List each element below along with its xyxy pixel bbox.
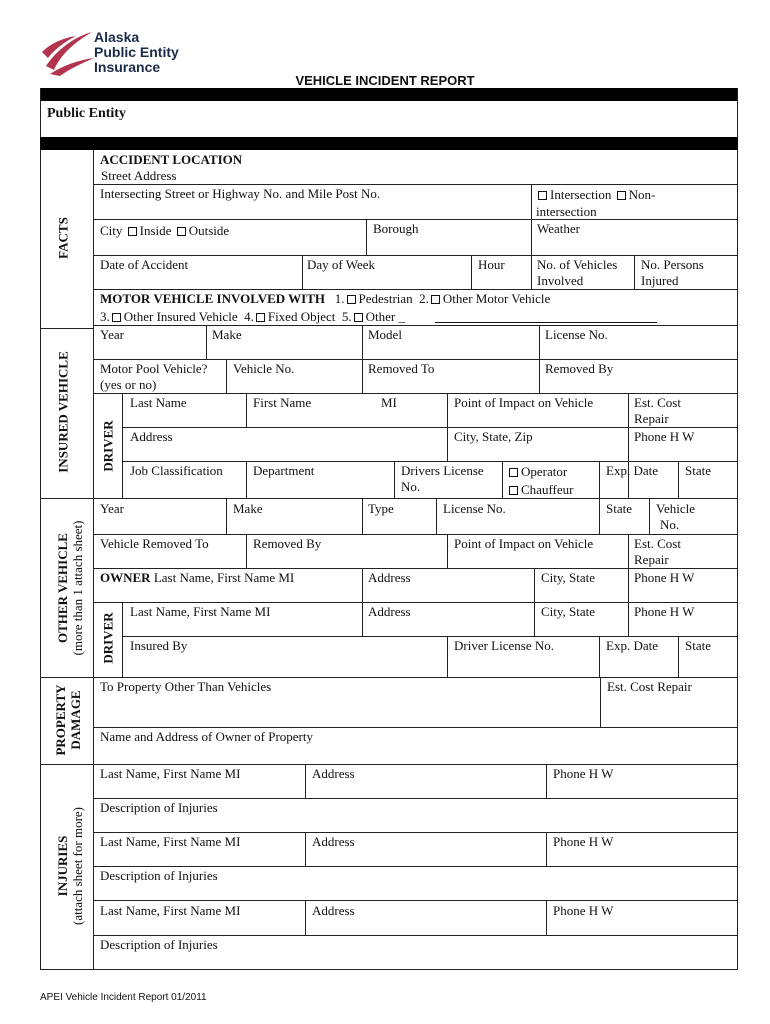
state-label: State [685, 463, 711, 478]
city-state-zip-label: City, State, Zip [454, 429, 533, 444]
logo-line-2: Public Entity [94, 44, 179, 60]
insured-driver-label: DRIVER [100, 420, 116, 472]
other-driver-phone-label: Phone H W [634, 604, 695, 619]
other-specify-line[interactable] [435, 311, 657, 323]
injury-3-description-label: Description of Injuries [100, 937, 218, 952]
other-exp-date-label: Exp. Date [606, 638, 658, 653]
removed-to-label: Removed To [368, 361, 435, 376]
owner-address-label: Address [368, 570, 411, 585]
hour-label: Hour [478, 257, 505, 272]
job-classification-label: Job Classification [130, 463, 223, 478]
injury-1-address-label: Address [312, 766, 355, 781]
other-license-label: License No. [443, 501, 506, 516]
injury-1-description-label: Description of Injuries [100, 800, 218, 815]
owner-phone-label: Phone H W [634, 570, 695, 585]
owner-city-state-label: City, State [541, 570, 596, 585]
footer-text: APEI Vehicle Incident Report 01/2011 [40, 992, 207, 1003]
insured-make-label: Make [212, 327, 242, 342]
no-persons-label: No. Persons Injured [641, 257, 704, 288]
insured-year-label: Year [100, 327, 124, 342]
pedestrian-checkbox[interactable] [347, 295, 356, 304]
page-title: VEHICLE INCIDENT REPORT [295, 73, 475, 88]
other-state-label: State [606, 501, 632, 516]
property-est-cost-label: Est. Cost Repair [607, 679, 692, 694]
chauffeur-checkbox[interactable]: Chauffeur [507, 482, 573, 498]
mv-involved-row: MOTOR VEHICLE INVOLVED WITH 1. Pedestrian 2. Other Motor Vehicle [100, 291, 551, 306]
other-vehicle-no-label: Vehicle No. [656, 501, 695, 532]
section-other-vehicle: OTHER VEHICLE (more than 1 attach sheet) [55, 520, 85, 656]
insured-license-label: License No. [545, 327, 608, 342]
property-owner-label: Name and Address of Owner of Property [100, 729, 314, 744]
other-removed-by-label: Removed By [253, 536, 322, 551]
injury-1-name-label: Last Name, First Name MI [100, 766, 241, 781]
driver-license-no-label: Driver License No. [454, 638, 554, 653]
logo-mark-icon [40, 30, 96, 76]
insured-by-label: Insured By [130, 638, 188, 653]
injury-3-name-label: Last Name, First Name MI [100, 903, 241, 918]
drivers-license-label: Drivers License No. [401, 463, 484, 494]
other-driver-city-state-label: City, State [541, 604, 596, 619]
weather-label: Weather [537, 221, 580, 236]
injury-3-phone-label: Phone H W [553, 903, 614, 918]
logo [40, 30, 210, 78]
other-point-of-impact-label: Point of Impact on Vehicle [454, 536, 594, 551]
other-driver-address-label: Address [368, 604, 411, 619]
no-vehicles-label: No. of Vehicles Involved [537, 257, 618, 288]
day-of-week-label: Day of Week [307, 257, 376, 272]
intersection-checkbox[interactable]: Intersection Non- [536, 187, 655, 203]
point-of-impact-label: Point of Impact on Vehicle [454, 395, 594, 410]
city-field[interactable]: City Inside Outside [100, 223, 230, 238]
accident-location-label: ACCIDENT LOCATION [100, 152, 243, 167]
street-address-label: Street Address [101, 168, 177, 183]
other-driver-name-label: Last Name, First Name MI [130, 604, 271, 619]
est-cost-label: Est. Cost Repair [634, 395, 681, 426]
injury-2-address-label: Address [312, 834, 355, 849]
section-property-damage: PROPERTY DAMAGE [53, 684, 83, 756]
vehicle-removed-to-label: Vehicle Removed To [100, 536, 209, 551]
other-motor-vehicle-checkbox[interactable] [431, 295, 440, 304]
section-facts: FACTS [55, 217, 71, 259]
injury-2-phone-label: Phone H W [553, 834, 614, 849]
section-insured-vehicle: INSURED VEHICLE [55, 351, 71, 473]
injury-3-address-label: Address [312, 903, 355, 918]
other-state2-label: State [685, 638, 711, 653]
mv-options-row-2: 3. Other Insured Vehicle 4. Fixed Object 5. Other _ [100, 309, 657, 325]
non-intersection-label: intersection [536, 204, 597, 219]
driver-phone-label: Phone H W [634, 429, 695, 444]
other-make-label: Make [233, 501, 263, 516]
operator-checkbox[interactable]: Operator [507, 464, 567, 480]
owner-name-label: OWNER Last Name, First Name MI [100, 570, 295, 585]
date-of-accident-label: Date of Accident [100, 257, 189, 272]
other-insured-vehicle-checkbox[interactable] [112, 313, 121, 322]
driver-address-label: Address [130, 429, 173, 444]
section-injuries: INJURIES (attach sheet for more) [55, 806, 85, 926]
department-label: Department [253, 463, 315, 478]
mi-label: MI [381, 395, 397, 410]
logo-line-3: Insurance [94, 59, 161, 75]
to-property-label: To Property Other Than Vehicles [100, 679, 272, 694]
public-entity-label: Public Entity [47, 106, 126, 121]
vehicle-no-label: Vehicle No. [233, 361, 295, 376]
motor-pool-label: Motor Pool Vehicle? (yes or no) [100, 361, 208, 392]
insured-model-label: Model [368, 327, 402, 342]
logo-line-1: Alaska [94, 29, 140, 45]
injury-2-description-label: Description of Injuries [100, 868, 218, 883]
injury-2-name-label: Last Name, First Name MI [100, 834, 241, 849]
other-checkbox[interactable] [354, 313, 363, 322]
last-name-label: Last Name [130, 395, 187, 410]
intersecting-label: Intersecting Street or Highway No. and Mile Post No. [100, 186, 381, 201]
first-name-label: First Name [253, 395, 312, 410]
other-year-label: Year [100, 501, 124, 516]
removed-by-label: Removed By [545, 361, 614, 376]
other-driver-label: DRIVER [100, 612, 116, 664]
exp-date-label: Exp. Date [606, 463, 658, 478]
borough-label: Borough [373, 221, 419, 236]
fixed-object-checkbox[interactable] [256, 313, 265, 322]
injury-1-phone-label: Phone H W [553, 766, 614, 781]
other-est-cost-label: Est. Cost Repair [634, 536, 681, 567]
other-type-label: Type [368, 501, 394, 516]
